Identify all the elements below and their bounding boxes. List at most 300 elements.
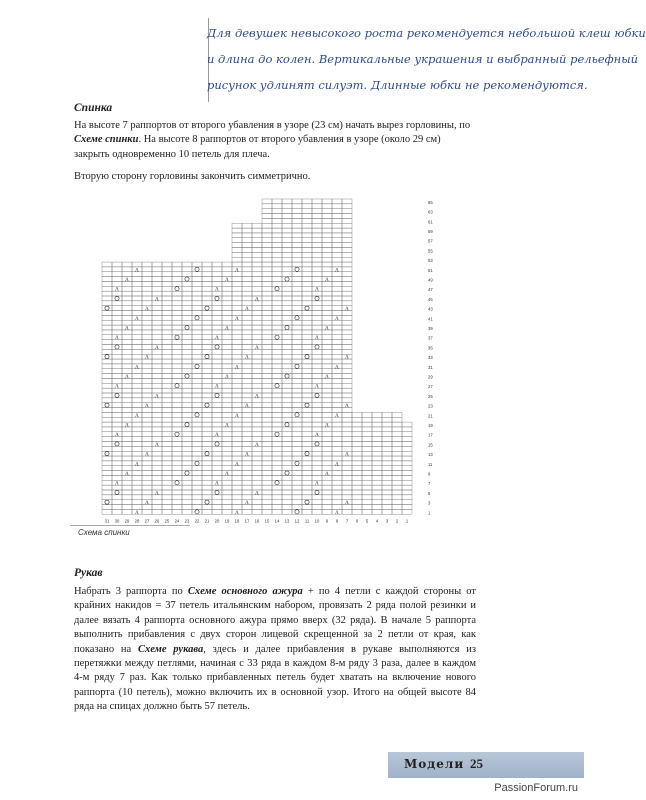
chart-cell — [242, 398, 252, 403]
chart-cell — [262, 495, 272, 500]
chart-cell — [142, 325, 152, 330]
chart-cell — [172, 291, 182, 296]
chart-cell — [202, 340, 212, 345]
chart-cell — [382, 437, 392, 442]
chart-cell — [272, 437, 282, 442]
chart-cell — [252, 475, 262, 480]
chart-cell — [322, 296, 332, 301]
chart-cell — [262, 257, 272, 262]
chart-cell — [112, 277, 122, 282]
decrease-symbol: Λ — [225, 423, 229, 429]
chart-cell — [292, 291, 302, 296]
decrease-symbol: Λ — [135, 268, 139, 274]
row-label: 1 — [428, 510, 431, 516]
chart-cell — [212, 475, 222, 480]
chart-cell — [212, 451, 222, 456]
chart-cell — [172, 383, 182, 388]
chart-cell — [182, 281, 192, 286]
chart-cell — [362, 437, 372, 442]
chart-cell — [152, 315, 162, 320]
chart-cell — [302, 209, 312, 214]
chart-cell — [192, 262, 202, 267]
chart-cell — [282, 480, 292, 485]
yarn-over-symbol — [205, 306, 209, 310]
yarn-over-symbol — [295, 267, 299, 271]
chart-cell — [142, 340, 152, 345]
column-label: 4 — [375, 518, 379, 524]
section-heading-spinka: Спинка — [74, 102, 113, 114]
chart-cell — [212, 466, 222, 471]
chart-cell — [292, 446, 302, 451]
chart-cell — [292, 374, 302, 379]
chart-cell — [322, 243, 332, 248]
chart-cell — [122, 306, 132, 311]
chart-cell — [122, 432, 132, 437]
chart-cell — [102, 505, 112, 510]
chart-cell — [312, 475, 322, 480]
chart-cell — [212, 349, 222, 354]
chart-cell — [112, 354, 122, 359]
chart-cell — [132, 495, 142, 500]
chart-cell — [212, 461, 222, 466]
chart-cell — [132, 456, 142, 461]
chart-cell — [202, 383, 212, 388]
chart-cell — [292, 432, 302, 437]
chart-cell — [322, 354, 332, 359]
decrease-symbol: Λ — [125, 375, 129, 381]
decrease-symbol: Λ — [335, 365, 339, 371]
chart-cell — [272, 466, 282, 471]
chart-cell — [172, 286, 182, 291]
chart-cell — [262, 330, 272, 335]
chart-cell — [252, 262, 262, 267]
chart-cell — [222, 500, 232, 505]
chart-cell — [302, 345, 312, 350]
chart-cell — [362, 475, 372, 480]
chart-cell — [222, 335, 232, 340]
chart-cell — [292, 252, 302, 257]
chart-cell — [172, 451, 182, 456]
chart-cell — [222, 417, 232, 422]
chart-cell — [282, 500, 292, 505]
yarn-over-symbol — [175, 481, 179, 485]
chart-cell — [152, 475, 162, 480]
chart-cell — [342, 422, 352, 427]
row-label: 55 — [428, 248, 433, 254]
chart-cell — [292, 505, 302, 510]
chart-cell — [322, 238, 332, 243]
chart-cell — [322, 432, 332, 437]
chart-cell — [202, 267, 212, 272]
chart-cell — [272, 218, 282, 223]
chart-cell — [332, 345, 342, 350]
column-label: 15 — [264, 518, 270, 524]
chart-cell — [342, 248, 352, 253]
chart-cell — [162, 311, 172, 316]
chart-cell — [162, 471, 172, 476]
chart-cell — [182, 422, 192, 427]
chart-cell — [182, 320, 192, 325]
chart-cell — [282, 495, 292, 500]
chart-cell — [302, 509, 312, 514]
chart-cell — [322, 461, 332, 466]
chart-cell — [362, 500, 372, 505]
chart-cell — [152, 335, 162, 340]
chart-cell — [162, 330, 172, 335]
chart-cell — [182, 301, 192, 306]
yarn-over-symbol — [195, 461, 199, 465]
chart-cell — [112, 296, 122, 301]
yarn-over-symbol — [305, 306, 309, 310]
chart-cell — [282, 340, 292, 345]
chart-cell — [202, 364, 212, 369]
chart-cell — [282, 223, 292, 228]
chart-cell — [182, 509, 192, 514]
chart-cell — [142, 281, 152, 286]
chart-cell — [322, 364, 332, 369]
chart-cell — [172, 306, 182, 311]
chart-cell — [282, 349, 292, 354]
chart-cell — [202, 388, 212, 393]
chart-cell — [392, 417, 402, 422]
chart-cell — [152, 320, 162, 325]
chart-cell — [352, 466, 362, 471]
chart-cell — [242, 437, 252, 442]
chart-cell — [242, 238, 252, 243]
chart-cell — [242, 272, 252, 277]
chart-cell — [122, 262, 132, 267]
chart-cell — [152, 403, 162, 408]
chart-cell — [192, 345, 202, 350]
chart-cell — [262, 349, 272, 354]
chart-cell — [312, 277, 322, 282]
yarn-over-symbol — [315, 345, 319, 349]
chart-cell — [102, 442, 112, 447]
chart-cell — [232, 456, 242, 461]
chart-cell — [232, 403, 242, 408]
rukav-paragraph: Набрать 3 раппорта по Схеме основного ажура + по 4 петли с каждой стороны от крайних накидов = 37 петель итальянским набором, провязать 2 ряда полой резинки и далее вязать 4 раппорта основного ажура прямо вверх (32 ряда). В начале 5 раппорта выполнить прибавления с двух сторон лицевой скрещенной за 2 петли от края, как показано на Схеме рукава, здесь и далее прибавления в рукаве выполняются из перетяжки между петлями, начиная с 33 ряда в каждом 8-м ряду 3 раза, далее в каждом 4-м ряду 7 раз. Как только прибавленных петель будет хватать на включение нового раппорта (10 петель), можно включить их в основной узор. Итого на общей высоте 84 ряда на спицах должно быть 57 петель. — [74, 586, 476, 713]
chart-cell — [272, 345, 282, 350]
chart-cell — [232, 257, 242, 262]
chart-cell — [292, 209, 302, 214]
chart-cell — [272, 388, 282, 393]
chart-cell — [232, 490, 242, 495]
chart-cell — [222, 296, 232, 301]
chart-cell — [202, 427, 212, 432]
chart-cell — [332, 403, 342, 408]
chart-cell — [102, 417, 112, 422]
chart-cell — [242, 262, 252, 267]
row-label: 23 — [428, 403, 433, 409]
column-label: 24 — [174, 518, 180, 524]
chart-cell — [282, 466, 292, 471]
chart-cell — [282, 354, 292, 359]
chart-cell — [302, 369, 312, 374]
chart-cell — [222, 480, 232, 485]
chart-cell — [272, 238, 282, 243]
chart-cell — [252, 383, 262, 388]
chart-cell — [292, 281, 302, 286]
chart-cell — [182, 388, 192, 393]
decrease-symbol: Λ — [145, 501, 149, 507]
decrease-symbol: Λ — [235, 462, 239, 468]
chart-cell — [232, 354, 242, 359]
chart-cell — [382, 475, 392, 480]
chart-cell — [352, 446, 362, 451]
chart-cell — [322, 485, 332, 490]
chart-cell — [272, 364, 282, 369]
chart-cell — [232, 500, 242, 505]
chart-cell — [342, 257, 352, 262]
chart-cell — [192, 354, 202, 359]
chart-cell — [182, 408, 192, 413]
chart-cell — [242, 257, 252, 262]
chart-cell — [202, 495, 212, 500]
chart-cell — [112, 412, 122, 417]
chart-cell — [332, 505, 342, 510]
decrease-symbol: Λ — [115, 336, 119, 342]
chart-cell — [222, 495, 232, 500]
chart-cell — [242, 417, 252, 422]
chart-cell — [282, 199, 292, 204]
chart-cell — [282, 432, 292, 437]
chart-cell — [222, 393, 232, 398]
chart-cell — [292, 345, 302, 350]
chart-cell — [312, 311, 322, 316]
chart-cell — [122, 451, 132, 456]
decrease-symbol: Λ — [135, 365, 139, 371]
chart-cell — [162, 383, 172, 388]
chart-cell — [182, 490, 192, 495]
chart-cell — [202, 315, 212, 320]
chart-cell — [312, 252, 322, 257]
chart-cell — [352, 456, 362, 461]
chart-cell — [392, 437, 402, 442]
row-label: 65 — [428, 199, 433, 205]
chart-cell — [132, 437, 142, 442]
decrease-symbol: Λ — [325, 375, 329, 381]
chart-cell — [402, 509, 412, 514]
chart-cell — [122, 349, 132, 354]
chart-cell — [252, 422, 262, 427]
chart-cell — [272, 311, 282, 316]
chart-cell — [342, 204, 352, 209]
chart-cell — [112, 398, 122, 403]
chart-cell — [242, 442, 252, 447]
chart-cell — [142, 490, 152, 495]
chart-cell — [272, 262, 282, 267]
column-label: 29 — [124, 518, 130, 524]
chart-cell — [182, 272, 192, 277]
chart-cell — [172, 281, 182, 286]
chart-cell — [262, 214, 272, 219]
chart-cell — [302, 340, 312, 345]
chart-cell — [172, 422, 182, 427]
chart-cell — [182, 383, 192, 388]
chart-cell — [322, 495, 332, 500]
yarn-over-symbol — [195, 510, 199, 514]
decrease-symbol: Λ — [225, 472, 229, 478]
chart-cell — [122, 364, 132, 369]
chart-cell — [192, 296, 202, 301]
chart-cell — [282, 301, 292, 306]
chart-cell — [322, 412, 332, 417]
chart-cell — [342, 252, 352, 257]
chart-cell — [312, 267, 322, 272]
chart-cell — [122, 272, 132, 277]
chart-cell — [222, 485, 232, 490]
chart-cell — [342, 388, 352, 393]
chart-cell — [272, 369, 282, 374]
chart-cell — [332, 311, 342, 316]
chart-cell — [292, 296, 302, 301]
chart-cell — [232, 335, 242, 340]
chart-cell — [342, 335, 352, 340]
chart-cell — [172, 267, 182, 272]
chart-cell — [192, 466, 202, 471]
chart-cell — [342, 238, 352, 243]
chart-cell — [342, 345, 352, 350]
chart-cell — [332, 490, 342, 495]
chart-cell — [312, 209, 322, 214]
chart-cell — [232, 291, 242, 296]
chart-cell — [192, 306, 202, 311]
yarn-over-symbol — [285, 422, 289, 426]
chart-cell — [142, 315, 152, 320]
decrease-symbol: Λ — [255, 297, 259, 303]
column-label: 6 — [355, 518, 359, 524]
chart-cell — [202, 403, 212, 408]
chart-cell — [272, 325, 282, 330]
chart-cell — [132, 383, 142, 388]
chart-cell — [302, 359, 312, 364]
chart-cell — [282, 417, 292, 422]
chart-cell — [152, 354, 162, 359]
chart-cell — [102, 495, 112, 500]
chart-cell — [162, 422, 172, 427]
chart-cell — [192, 437, 202, 442]
decrease-symbol: Λ — [345, 355, 349, 361]
chart-cell — [232, 311, 242, 316]
chart-cell — [212, 296, 222, 301]
column-label: 2 — [395, 518, 399, 524]
chart-cell — [322, 349, 332, 354]
chart-cell — [112, 456, 122, 461]
chart-cell — [262, 485, 272, 490]
chart-cell — [342, 509, 352, 514]
chart-cell — [112, 461, 122, 466]
chart-cell — [252, 291, 262, 296]
chart-cell — [102, 466, 112, 471]
chart-cell — [332, 286, 342, 291]
chart-cell — [252, 286, 262, 291]
chart-cell — [152, 417, 162, 422]
chart-cell — [402, 427, 412, 432]
chart-cell — [252, 354, 262, 359]
chart-cell — [212, 456, 222, 461]
chart-cell — [112, 475, 122, 480]
chart-cell — [292, 330, 302, 335]
chart-cell — [302, 214, 312, 219]
decrease-symbol: Λ — [215, 481, 219, 487]
chart-cell — [162, 432, 172, 437]
chart-cell — [162, 500, 172, 505]
decrease-symbol: Λ — [315, 336, 319, 342]
chart-cell — [312, 412, 322, 417]
chart-cell — [242, 485, 252, 490]
chart-cell — [342, 315, 352, 320]
chart-cell — [212, 306, 222, 311]
chart-cell — [282, 233, 292, 238]
chart-cell — [112, 267, 122, 272]
chart-cell — [242, 228, 252, 233]
chart-cell — [312, 330, 322, 335]
chart-cell — [132, 471, 142, 476]
chart-cell — [102, 446, 112, 451]
chart-cell — [152, 277, 162, 282]
chart-cell — [272, 461, 282, 466]
chart-cell — [262, 408, 272, 413]
chart-cell — [212, 427, 222, 432]
yarn-over-symbol — [185, 277, 189, 281]
chart-cell — [302, 442, 312, 447]
chart-cell — [162, 277, 172, 282]
chart-cell — [282, 403, 292, 408]
chart-cell — [362, 456, 372, 461]
chart-cell — [252, 417, 262, 422]
chart-cell — [242, 412, 252, 417]
chart-cell — [352, 495, 362, 500]
chart-cell — [102, 349, 112, 354]
chart-cell — [102, 262, 112, 267]
chart-cell — [262, 509, 272, 514]
chart-cell — [332, 218, 342, 223]
chart-cell — [142, 296, 152, 301]
chart-cell — [212, 509, 222, 514]
chart-cell — [312, 490, 322, 495]
column-label: 3 — [385, 518, 389, 524]
chart-cell — [282, 296, 292, 301]
chart-cell — [292, 204, 302, 209]
chart-cell — [352, 442, 362, 447]
decrease-symbol: Λ — [255, 394, 259, 400]
chart-cell — [162, 388, 172, 393]
chart-cell — [192, 320, 202, 325]
chart-cell — [142, 398, 152, 403]
yarn-over-symbol — [315, 296, 319, 300]
chart-cell — [292, 378, 302, 383]
chart-cell — [322, 209, 332, 214]
yarn-over-symbol — [175, 335, 179, 339]
decrease-symbol: Λ — [335, 413, 339, 419]
decrease-symbol: Λ — [155, 345, 159, 351]
decrease-symbol: Λ — [215, 433, 219, 439]
chart-cell — [162, 451, 172, 456]
chart-cell — [172, 446, 182, 451]
decrease-symbol: Λ — [155, 491, 159, 497]
chart-cell — [302, 277, 312, 282]
chart-cell — [232, 243, 242, 248]
chart-cell — [262, 422, 272, 427]
chart-cell — [172, 378, 182, 383]
chart-cell — [342, 442, 352, 447]
chart-cell — [142, 378, 152, 383]
chart-cell — [292, 354, 302, 359]
chart-cell — [122, 505, 132, 510]
chart-cell — [122, 354, 132, 359]
chart-cell — [162, 267, 172, 272]
chart-cell — [292, 475, 302, 480]
